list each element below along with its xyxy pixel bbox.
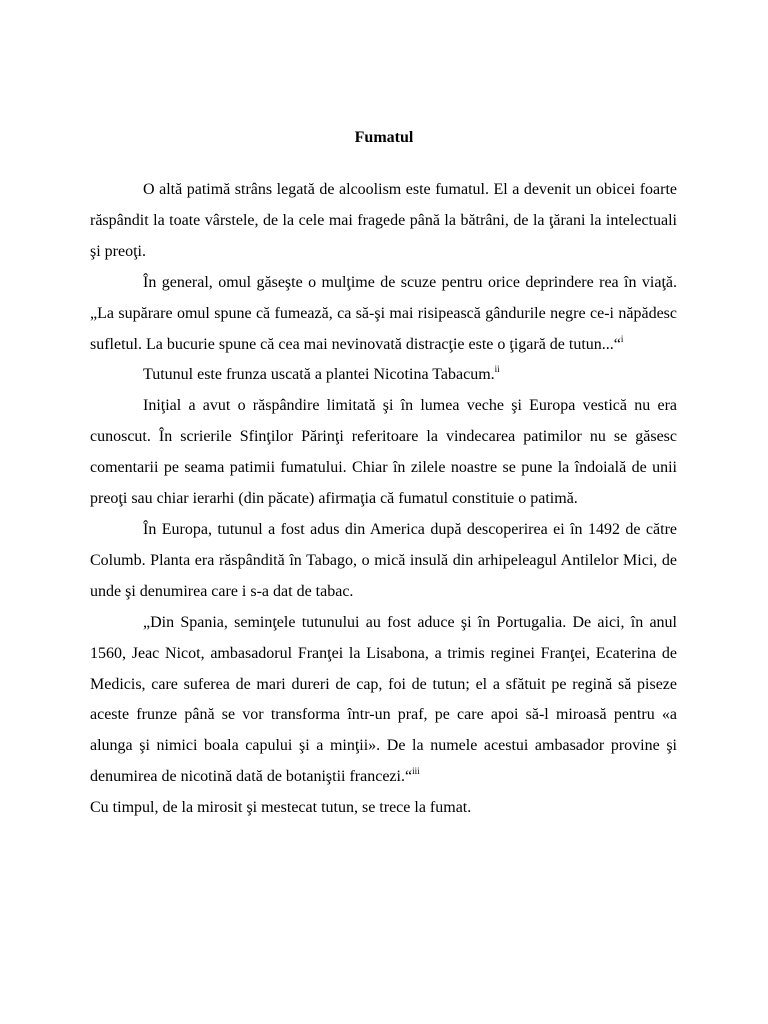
closing-line: Cu timpul, de la mirosit şi mestecat tutun, se trece la fumat. [90,799,472,817]
paragraph-1 [90,175,677,268]
paragraph-text: O altă patimă strâns legată de alcoolism este fumatul. El a devenit un obicei foarte răspândit la toate vârstele, de la cele mai fragede până la bătrâni, de la ţărani la intelectuali şi preoţi. [90,181,677,260]
paragraph-4 [90,391,677,515]
paragraph-text: Tutunul este frunza uscată a plantei Nicotina Tabacum. [143,366,495,384]
document-body [90,175,677,824]
footnote-ref-iii[interactable]: iii [412,766,420,777]
footnote-ref-i[interactable]: i [620,333,624,344]
paragraph-text: „Din Spania, seminţele tutunului au fost aduce şi în Portugalia. De aici, în anul 1560, Jeac Nicot, ambasadorul Franţei la Lisabona, a trimis reginei Franţei, Ecaterina de Medicis, care suferea de mari dureri de cap, foi de tutun; el a sfătuit pe regină să piseze aceste frunze până se vor transforma într-un praf, pe care apoi să-l miroasă pentru «a alunga şi nimici boala capului şi a minţii». De la numele acestui ambasador provine şi denumirea de nicotină dată de botaniştii francezi.“ [90,613,677,786]
paragraph-2 [90,268,677,361]
paragraph-6 [90,608,677,824]
page-title: Fumatul [354,129,414,146]
paragraph-5 [90,515,677,608]
paragraph-text: Iniţial a avut o răspândire limitată şi în lumea veche şi Europa vestică nu era cunoscut. În scrierile Sfinţilor Părinţi referitoare la vindecarea patimilor nu se găsesc comentarii pe seama patimii fumatului. Chiar în zilele noastre se pune la îndoială de unii preoţi sau chiar ierarhi (din păcate) afirmaţia că fumatul constituie o patimă. [90,397,677,508]
footnote-ref-ii[interactable]: ii [494,364,500,375]
paragraph-text: În Europa, tutunul a fost adus din America după descoperirea ei în 1492 de către Columb. Planta era răspândită în Tabago, o mică insulă din arhipeleagul Antilelor Mici, de unde şi denumirea care i s-a dat de tabac. [90,520,677,600]
paragraph-text: În general, omul găseşte o mulţime de scuze pentru orice deprindere rea în viaţă. „La supărare omul spune că fumează, ca să-şi mai risipească gândurile negre ce-i năpădesc sufletul. La bucurie spune că cea mai nevinovată distracţie este o ţigară de tutun...“ [90,273,677,353]
paragraph-3 [90,360,677,391]
